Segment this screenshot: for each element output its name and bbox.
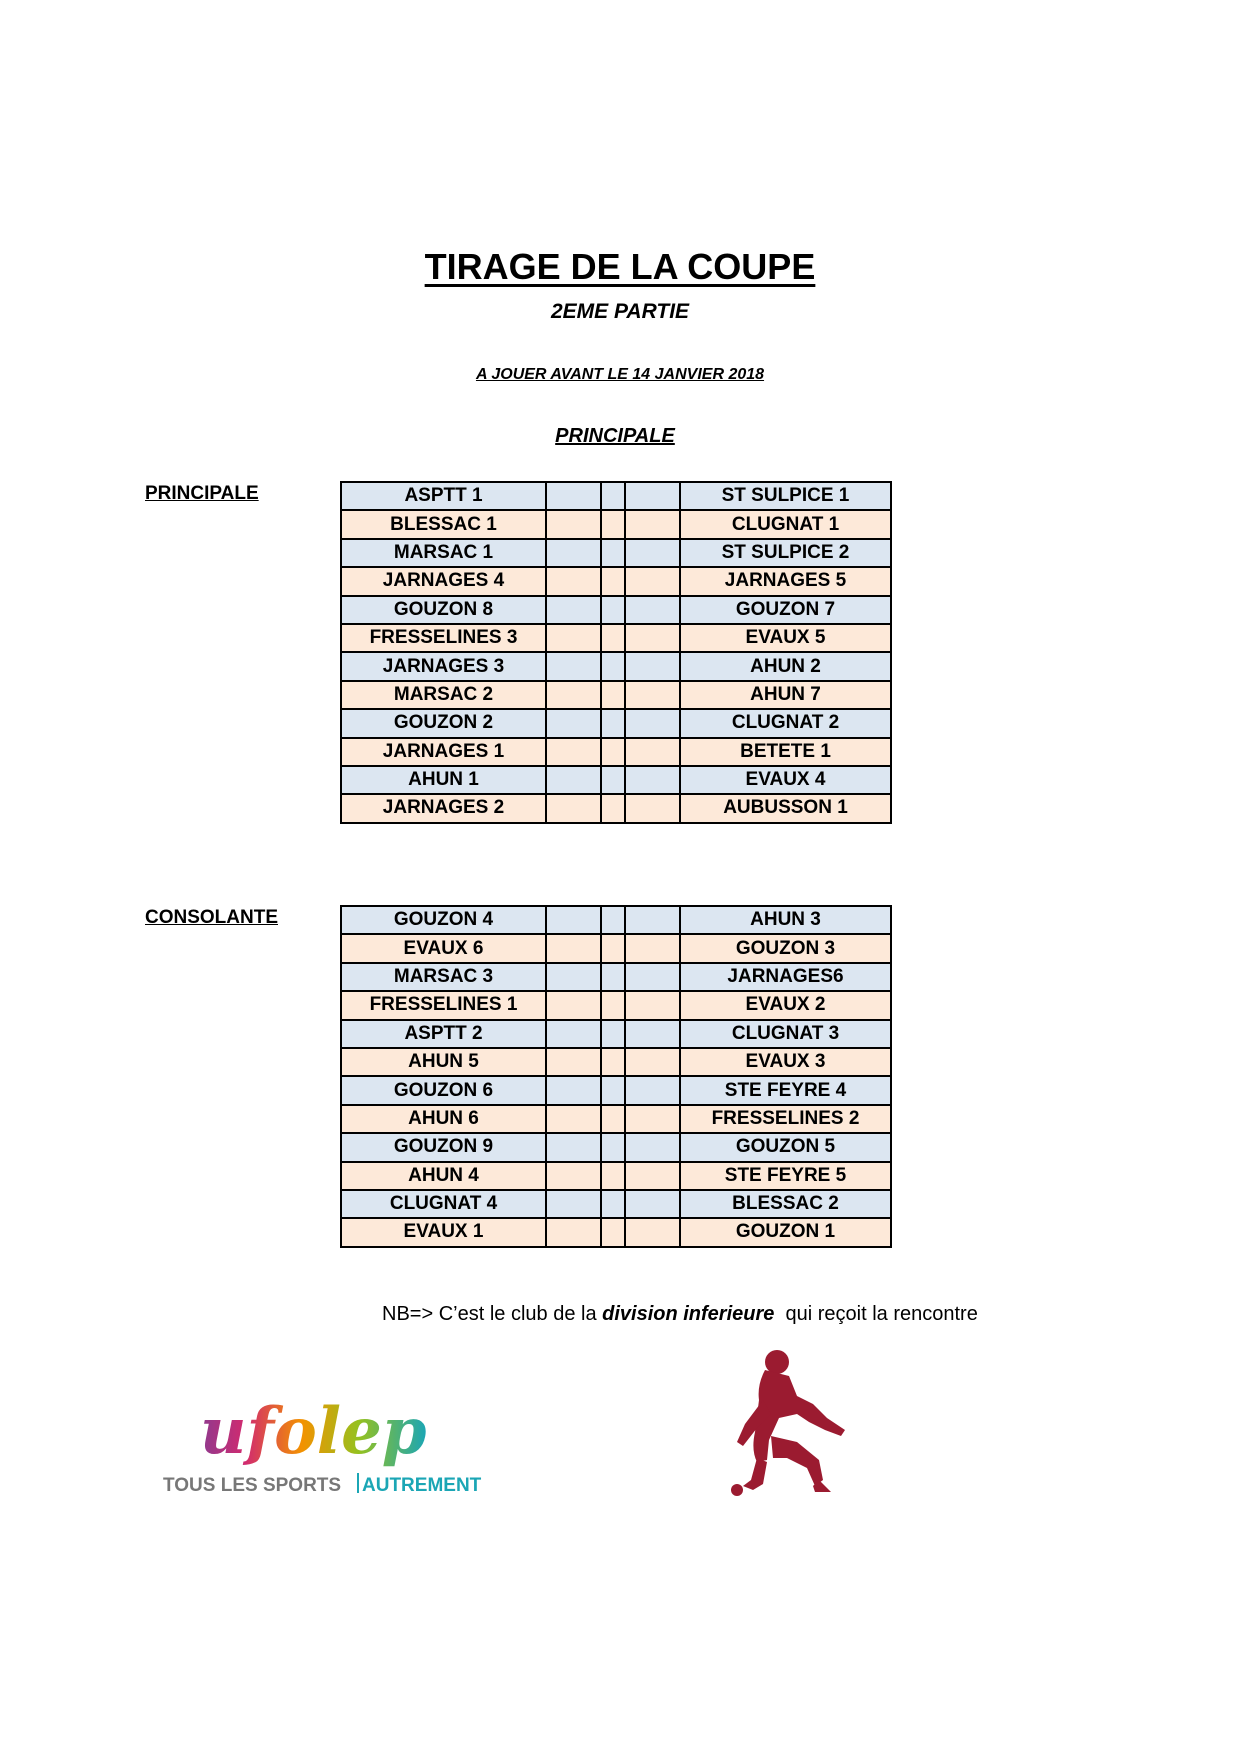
- match-row: [341, 652, 891, 680]
- home-score-cell: [546, 1133, 601, 1161]
- separator-cell: [601, 624, 625, 652]
- home-score-cell: [546, 1048, 601, 1076]
- separator-cell: [601, 652, 625, 680]
- ufolep-logo-svg: [160, 1393, 485, 1503]
- match-row: [341, 482, 891, 510]
- deadline-text: A JOUER AVANT LE 14 JANVIER 2018: [475, 366, 765, 383]
- away-team-cell: BETETE 1: [680, 738, 891, 766]
- away-score-cell: [625, 624, 680, 652]
- away-team-cell: GOUZON 1: [680, 1218, 891, 1246]
- home-team-cell: BLESSAC 1: [341, 510, 546, 538]
- away-team-cell: FRESSELINES 2: [680, 1105, 891, 1133]
- home-score-cell: [546, 738, 601, 766]
- match-row: [341, 991, 891, 1019]
- away-score-cell: [625, 934, 680, 962]
- home-team-cell: EVAUX 6: [341, 934, 546, 962]
- home-team-cell: GOUZON 6: [341, 1076, 546, 1104]
- home-team-cell: ASPTT 1: [341, 482, 546, 510]
- separator-cell: [601, 596, 625, 624]
- home-score-cell: [546, 1076, 601, 1104]
- home-score-cell: [546, 596, 601, 624]
- home-score-cell: [546, 624, 601, 652]
- home-score-cell: [546, 934, 601, 962]
- home-team-cell: ASPTT 2: [341, 1020, 546, 1048]
- separator-cell: [601, 1133, 625, 1161]
- away-score-cell: [625, 766, 680, 794]
- away-score-cell: [625, 596, 680, 624]
- match-row: [341, 681, 891, 709]
- away-team-cell: GOUZON 7: [680, 596, 891, 624]
- away-score-cell: [625, 1076, 680, 1104]
- match-row: [341, 738, 891, 766]
- home-score-cell: [546, 709, 601, 737]
- consolante-label: CONSOLANTE: [145, 907, 278, 928]
- separator-cell: [601, 766, 625, 794]
- note-suffix: qui reçoit la rencontre: [774, 1303, 978, 1325]
- separator-cell: [601, 906, 625, 934]
- away-team-cell: GOUZON 5: [680, 1133, 891, 1161]
- away-score-cell: [625, 510, 680, 538]
- away-team-cell: STE FEYRE 4: [680, 1076, 891, 1104]
- separator-cell: [601, 510, 625, 538]
- separator-cell: [601, 1048, 625, 1076]
- match-row: [341, 1190, 891, 1218]
- away-score-cell: [625, 1048, 680, 1076]
- home-team-cell: MARSAC 2: [341, 681, 546, 709]
- away-team-cell: JARNAGES 5: [680, 567, 891, 595]
- away-team-cell: AHUN 7: [680, 681, 891, 709]
- away-team-cell: EVAUX 4: [680, 766, 891, 794]
- away-score-cell: [625, 1218, 680, 1246]
- petanque-player-svg: [727, 1340, 857, 1505]
- home-team-cell: CLUGNAT 4: [341, 1190, 546, 1218]
- note-prefix: NB=> C’est le club de la: [382, 1303, 603, 1325]
- away-team-cell: AHUN 2: [680, 652, 891, 680]
- match-row: [341, 596, 891, 624]
- home-score-cell: [546, 510, 601, 538]
- match-row: [341, 1218, 891, 1246]
- home-score-cell: [546, 567, 601, 595]
- match-row: [341, 1048, 891, 1076]
- separator-cell: [601, 1190, 625, 1218]
- match-row: [341, 766, 891, 794]
- separator-cell: [601, 539, 625, 567]
- match-row: [341, 1105, 891, 1133]
- match-row: [341, 1133, 891, 1161]
- away-team-cell: EVAUX 5: [680, 624, 891, 652]
- page-title: TIRAGE DE LA COUPE: [424, 246, 816, 287]
- home-team-cell: GOUZON 2: [341, 709, 546, 737]
- separator-cell: [601, 482, 625, 510]
- away-team-cell: AHUN 3: [680, 906, 891, 934]
- note-emphasis: division inferieure: [602, 1303, 775, 1325]
- home-team-cell: AHUN 1: [341, 766, 546, 794]
- home-score-cell: [546, 1020, 601, 1048]
- away-team-cell: CLUGNAT 3: [680, 1020, 891, 1048]
- principale-draw-table: [340, 481, 892, 824]
- ufolep-wordmark: ufolep: [200, 1394, 427, 1469]
- home-team-cell: MARSAC 1: [341, 539, 546, 567]
- match-row: [341, 624, 891, 652]
- away-score-cell: [625, 738, 680, 766]
- home-team-cell: GOUZON 9: [341, 1133, 546, 1161]
- away-score-cell: [625, 652, 680, 680]
- away-score-cell: [625, 1162, 680, 1190]
- separator-cell: [601, 681, 625, 709]
- home-score-cell: [546, 906, 601, 934]
- match-row: [341, 709, 891, 737]
- separator-cell: [601, 567, 625, 595]
- home-team-cell: AHUN 4: [341, 1162, 546, 1190]
- match-row: [341, 963, 891, 991]
- home-score-cell: [546, 1162, 601, 1190]
- home-team-cell: JARNAGES 2: [341, 794, 546, 822]
- separator-cell: [601, 709, 625, 737]
- match-row: [341, 934, 891, 962]
- away-score-cell: [625, 681, 680, 709]
- away-score-cell: [625, 794, 680, 822]
- home-score-cell: [546, 794, 601, 822]
- home-score-cell: [546, 681, 601, 709]
- home-team-cell: GOUZON 8: [341, 596, 546, 624]
- home-score-cell: [546, 1105, 601, 1133]
- home-team-cell: AHUN 6: [341, 1105, 546, 1133]
- home-team-cell: FRESSELINES 1: [341, 991, 546, 1019]
- home-team-cell: AHUN 5: [341, 1048, 546, 1076]
- home-score-cell: [546, 652, 601, 680]
- separator-cell: [601, 963, 625, 991]
- separator-cell: [601, 991, 625, 1019]
- home-score-cell: [546, 991, 601, 1019]
- away-team-cell: ST SULPICE 1: [680, 482, 891, 510]
- away-team-cell: EVAUX 2: [680, 991, 891, 1019]
- home-team-cell: MARSAC 3: [341, 963, 546, 991]
- away-score-cell: [625, 906, 680, 934]
- separator-cell: [601, 1218, 625, 1246]
- home-team-cell: JARNAGES 4: [341, 567, 546, 595]
- match-row: [341, 510, 891, 538]
- separator-cell: [601, 738, 625, 766]
- home-team-cell: EVAUX 1: [341, 1218, 546, 1246]
- away-team-cell: CLUGNAT 2: [680, 709, 891, 737]
- away-score-cell: [625, 482, 680, 510]
- match-row: [341, 906, 891, 934]
- separator-cell: [601, 1076, 625, 1104]
- home-team-cell: FRESSELINES 3: [341, 624, 546, 652]
- away-team-cell: ST SULPICE 2: [680, 539, 891, 567]
- match-row: [341, 1020, 891, 1048]
- away-team-cell: BLESSAC 2: [680, 1190, 891, 1218]
- away-team-cell: JARNAGES6: [680, 963, 891, 991]
- home-team-cell: JARNAGES 1: [341, 738, 546, 766]
- home-team-cell: GOUZON 4: [341, 906, 546, 934]
- separator-cell: [601, 794, 625, 822]
- away-team-cell: STE FEYRE 5: [680, 1162, 891, 1190]
- away-score-cell: [625, 567, 680, 595]
- note-text: [382, 1303, 978, 1326]
- ufolep-logo: [160, 1393, 485, 1503]
- away-score-cell: [625, 1133, 680, 1161]
- principale-label: PRINCIPALE: [145, 483, 259, 504]
- home-score-cell: [546, 766, 601, 794]
- home-score-cell: [546, 539, 601, 567]
- ufolep-tagline-right: AUTREMENT: [362, 1475, 482, 1496]
- separator-cell: [601, 1020, 625, 1048]
- away-score-cell: [625, 1105, 680, 1133]
- away-score-cell: [625, 991, 680, 1019]
- separator-cell: [601, 934, 625, 962]
- petanque-player-icon: [727, 1340, 857, 1505]
- away-score-cell: [625, 963, 680, 991]
- home-score-cell: [546, 482, 601, 510]
- away-score-cell: [625, 1020, 680, 1048]
- match-row: [341, 1162, 891, 1190]
- away-score-cell: [625, 709, 680, 737]
- home-score-cell: [546, 963, 601, 991]
- away-team-cell: AUBUSSON 1: [680, 794, 891, 822]
- ufolep-tagline-left: TOUS LES SPORTS: [163, 1475, 342, 1496]
- match-row: [341, 539, 891, 567]
- match-row: [341, 1076, 891, 1104]
- away-score-cell: [625, 1190, 680, 1218]
- home-score-cell: [546, 1190, 601, 1218]
- section-heading: PRINCIPALE: [555, 425, 675, 447]
- separator-cell: [601, 1105, 625, 1133]
- separator-cell: [601, 1162, 625, 1190]
- home-score-cell: [546, 1218, 601, 1246]
- home-team-cell: JARNAGES 3: [341, 652, 546, 680]
- away-team-cell: CLUGNAT 1: [680, 510, 891, 538]
- away-team-cell: EVAUX 3: [680, 1048, 891, 1076]
- match-row: [341, 794, 891, 822]
- away-score-cell: [625, 539, 680, 567]
- match-row: [341, 567, 891, 595]
- consolante-draw-table: [340, 905, 892, 1248]
- away-team-cell: GOUZON 3: [680, 934, 891, 962]
- page-subtitle: 2EME PARTIE: [550, 300, 690, 323]
